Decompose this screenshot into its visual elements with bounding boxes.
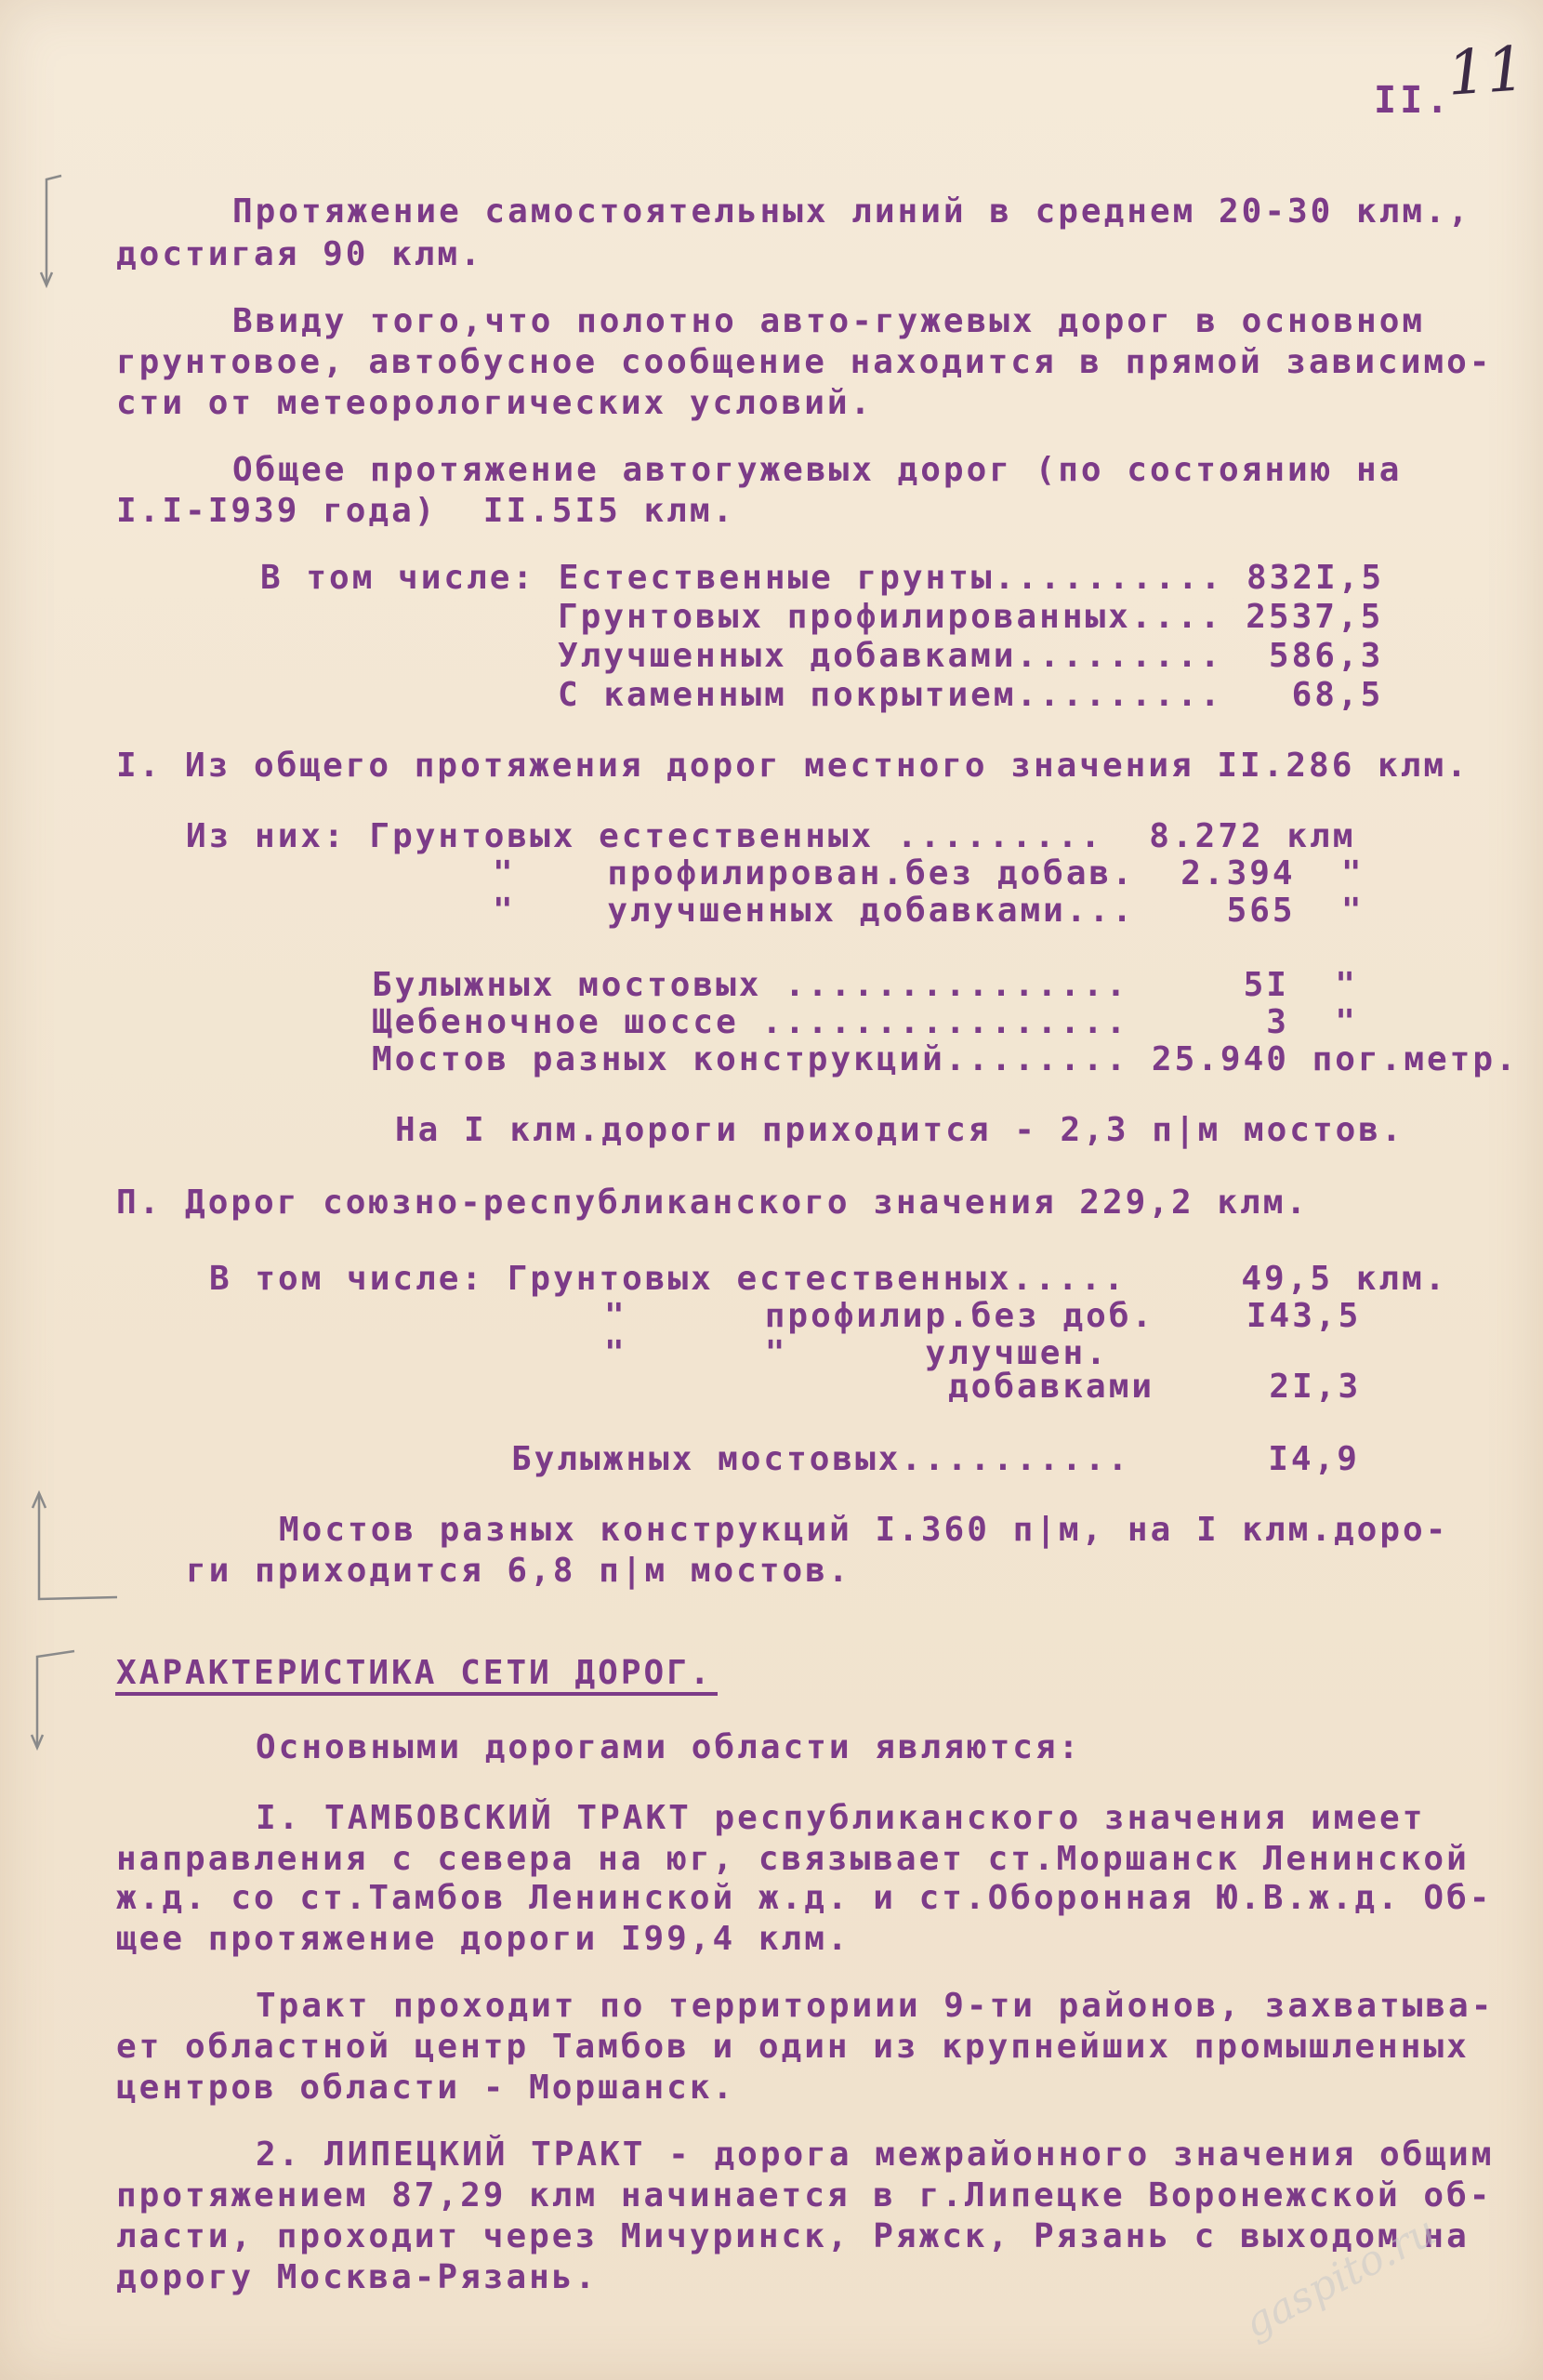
text-line: В том числе: Грунтовых естественных..... 49,5 клм. (209, 1260, 1448, 1298)
text-line: Протяжение самостоятельных линий в среднем 20-30 клм., (232, 192, 1471, 231)
text-line: Ввиду того,что полотно авто-гужевых дорог в основном (232, 302, 1426, 340)
text-line: " " улучшен. (604, 1334, 1109, 1372)
margin-bracket-mark-3 (24, 1646, 80, 1757)
watermark: gaspito.ru (1236, 2206, 1444, 2348)
text-line: I. Из общего протяжения дорог местного значения II.286 клм. (116, 747, 1470, 785)
text-line: Улучшенных добавками......... 586,3 (558, 637, 1384, 675)
text-line: ги приходится 6,8 п|м мостов. (186, 1552, 851, 1590)
section-heading: ХАРАКТЕРИСТИКА СЕТИ ДОРОГ. (116, 1654, 713, 1692)
text-line: I.I-I939 года) II.5I5 клм. (116, 492, 736, 530)
text-line: Мостов разных конструкций........ 25.940 пог.метр. (372, 1040, 1519, 1078)
text-line: " профилир.без доб. I43,5 (604, 1297, 1362, 1335)
margin-bracket-mark-2 (20, 1488, 123, 1608)
text-line: 2. ЛИПЕЦКИЙ ТРАКТ - дорога межрайонного значения общим (256, 2135, 1495, 2174)
text-line: Булыжных мостовых ............... 5I " (372, 966, 1358, 1004)
text-line: Грунтовых профилированных.... 2537,5 (558, 598, 1384, 636)
text-line: дорогу Москва-Рязань. (116, 2258, 599, 2296)
text-line: сти от метеорологических условий. (116, 384, 874, 422)
text-line: Булыжных мостовых.......... I4,9 (511, 1440, 1360, 1478)
margin-bracket-mark-1 (37, 172, 74, 293)
text-line: П. Дорог союзно-республиканского значения 229,2 клм. (116, 1183, 1310, 1222)
text-line: С каменным покрытием......... 68,5 (558, 676, 1384, 714)
text-line: достигая 90 клм. (116, 235, 483, 273)
text-line: Мостов разных конструкций I.360 п|м, на I клм.доро- (279, 1511, 1449, 1549)
text-line: щее протяжение дороги I99,4 клм. (116, 1920, 851, 1958)
text-line: добавками 2I,3 (948, 1368, 1362, 1406)
text-line: центров области - Моршанск. (116, 2069, 736, 2107)
text-line: ж.д. со ст.Тамбов Ленинской ж.д. и ст.Оборонная Ю.В.ж.д. Об- (116, 1879, 1493, 1917)
text-line: " профилирован.без добав. 2.394 " (493, 854, 1365, 892)
text-line: Щебеночное шоссе ................ 3 " (372, 1003, 1358, 1041)
text-line: Тракт проходит по территориии 9-ти районов, захватыва- (256, 1987, 1495, 2025)
text-line: направления с севера на юг, связывает ст.Моршанск Ленинской (116, 1840, 1470, 1878)
handwritten-page-number: 11 (1444, 33, 1528, 110)
text-line: В том числе: Естественные грунты.......... 832I,5 (260, 559, 1385, 597)
text-line: I. ТАМБОВСКИЙ ТРАКТ республиканского значения имеет (256, 1799, 1426, 1837)
heading-underline (115, 1692, 718, 1696)
text-line: ет областной центр Тамбов и один из крупнейших промышленных (116, 2028, 1470, 2066)
text-line: Основными дорогами области являются: (256, 1728, 1082, 1766)
text-line: грунтовое, автобусное сообщение находится в прямой зависимо- (116, 343, 1493, 381)
text-line: " улучшенных добавками... 565 " (493, 892, 1365, 930)
text-line: Из них: Грунтовых естественных ......... 8.272 клм (186, 817, 1356, 855)
text-line: ласти, проходит через Мичуринск, Ряжск, Рязань с выходом на (116, 2217, 1470, 2255)
text-line: На I клм.дороги приходится - 2,3 п|м мостов. (395, 1111, 1405, 1149)
text-line: протяжением 87,29 клм начинается в г.Липецке Воронежской об- (116, 2176, 1493, 2215)
page-number: II. (1374, 79, 1453, 122)
text-line: Общее протяжение автогужевых дорог (по состоянию на (232, 451, 1403, 489)
